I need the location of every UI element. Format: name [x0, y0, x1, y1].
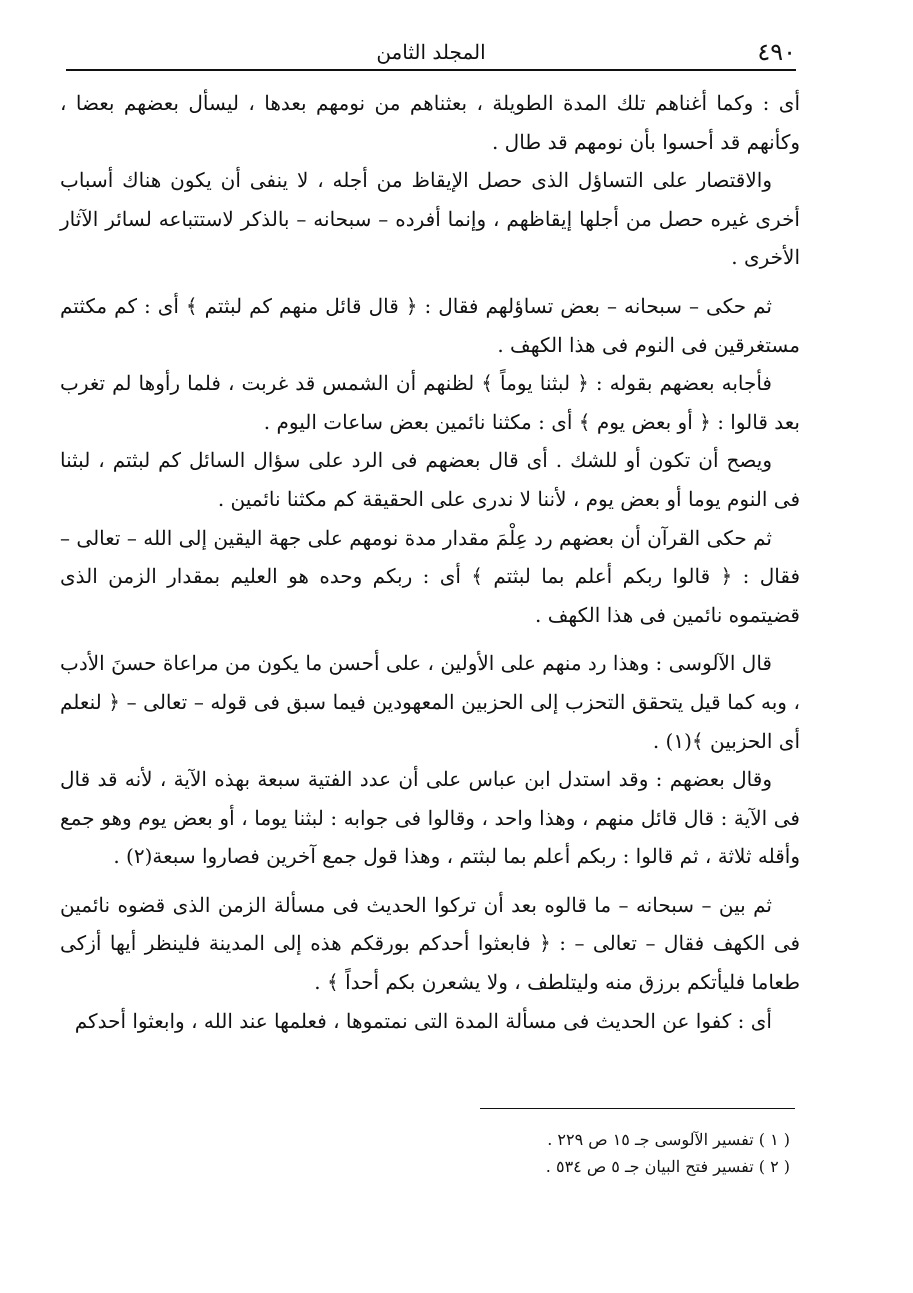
running-title: المجلد الثامن — [376, 40, 486, 64]
paragraph: أى : كفوا عن الحديث فى مسألة المدة التى نمتموها ، فعلمها عند الله ، وابعثوا أحدكم — [74, 1008, 772, 1033]
paragraph: أى : وكما أغناهم تلك المدة الطويلة ، بعثناهم من نومهم بعدها ، ليسأل بعضهم بعضا ، وكأنهم قد أحسوا بأن نومهم قد طال . — [60, 91, 800, 154]
header-divider — [66, 69, 796, 71]
paragraph: فأجابه بعضهم بقوله : ﴿ لبثنا يوماً ﴾ لظنهم أن الشمس قد غربت ، فلما رأوها لم تغرب بعد قالوا : ﴿ أو بعض يوم ﴾ أى : مكثنا نائمين بعض ساعات اليوم . — [60, 371, 800, 434]
paragraph: قال الآلوسى : وهذا رد منهم على الأولين ، على أحسن ما يكون من مراعاة حسنَ الأدب ، وبه كما قيل يتحقق التحزب إلى الحزبين المعهودين فيما سبق فى قوله – تعالى – ﴿ لنعلم أى الحزبين ﴾(١) . — [60, 651, 800, 753]
paragraph: ويصح أن تكون أو للشك . أى قال بعضهم فى الرد على سؤال السائل كم لبثتم ، لبثنا فى النوم يوما أو بعض يوم ، لأننا لا ندرى على الحقيقة كم مكثنا نائمين . — [60, 448, 800, 511]
footnote: ( ٢ ) تفسير فتح البيان جـ ٥ ص ٥٣٤ . — [545, 1157, 790, 1176]
main-text — [60, 84, 800, 1040]
page-number: ٤٩٠ — [757, 38, 796, 66]
paragraph: ثم حكى القرآن أن بعضهم رد عِلْمَ مقدار مدة نومهم على جهة اليقين إلى الله – تعالى – فقال : ﴿ قالوا ربكم أعلم بما لبثتم ﴾ أى : ربكم وحده هو العليم بمقدار الزمن الذى قضيتموه نائمين فى هذا الكهف . — [60, 525, 800, 627]
paragraph: ثم بين – سبحانه – ما قالوه بعد أن تركوا الحديث فى مسألة الزمن الذى قضوه نائمين فى الكهف فقال – تعالى – : ﴿ فابعثوا أحدكم بورقكم هذه إلى المدينة فلينظر أيها أزكى طعاما فليأتكم برزق منه وليتلطف ، ولا يشعرن بكم أحداً ﴾ . — [60, 892, 800, 995]
page-header — [66, 34, 796, 68]
paragraph: والاقتصار على التساؤل الذى حصل الإيقاظ من أجله ، لا ينفى أن يكون هناك أسباب أخرى غيره حصل من أجلها إيقاظهم ، وإنما أفرده – سبحانه – بالذكر لاستتباعه لسائر الآثار الأخرى . — [60, 168, 800, 270]
footnotes — [200, 1126, 790, 1180]
footnote-divider — [480, 1108, 795, 1109]
footnote: ( ١ ) تفسير الآلوسى جـ ١٥ ص ٢٢٩ . — [547, 1130, 790, 1149]
paragraph: وقال بعضهم : وقد استدل ابن عباس على أن عدد الفتية سبعة بهذه الآية ، لأنه قد قال فى الآية : قال قائل منهم ، وهذا واحد ، وقالوا فى جوابه : لبثنا يوما ، أو بعض يوم وهو جمع وأقله ثلاثة ، ثم قالوا : ربكم أعلم بما لبثتم ، وهذا قول جمع آخرين فصاروا سبعة(٢) . — [60, 767, 800, 869]
paragraph: ثم حكى – سبحانه – بعض تساؤلهم فقال : ﴿ قال قائل منهم كم لبثتم ﴾ أى : كم مكثتم مستغرقين فى النوم فى هذا الكهف . — [60, 293, 800, 357]
